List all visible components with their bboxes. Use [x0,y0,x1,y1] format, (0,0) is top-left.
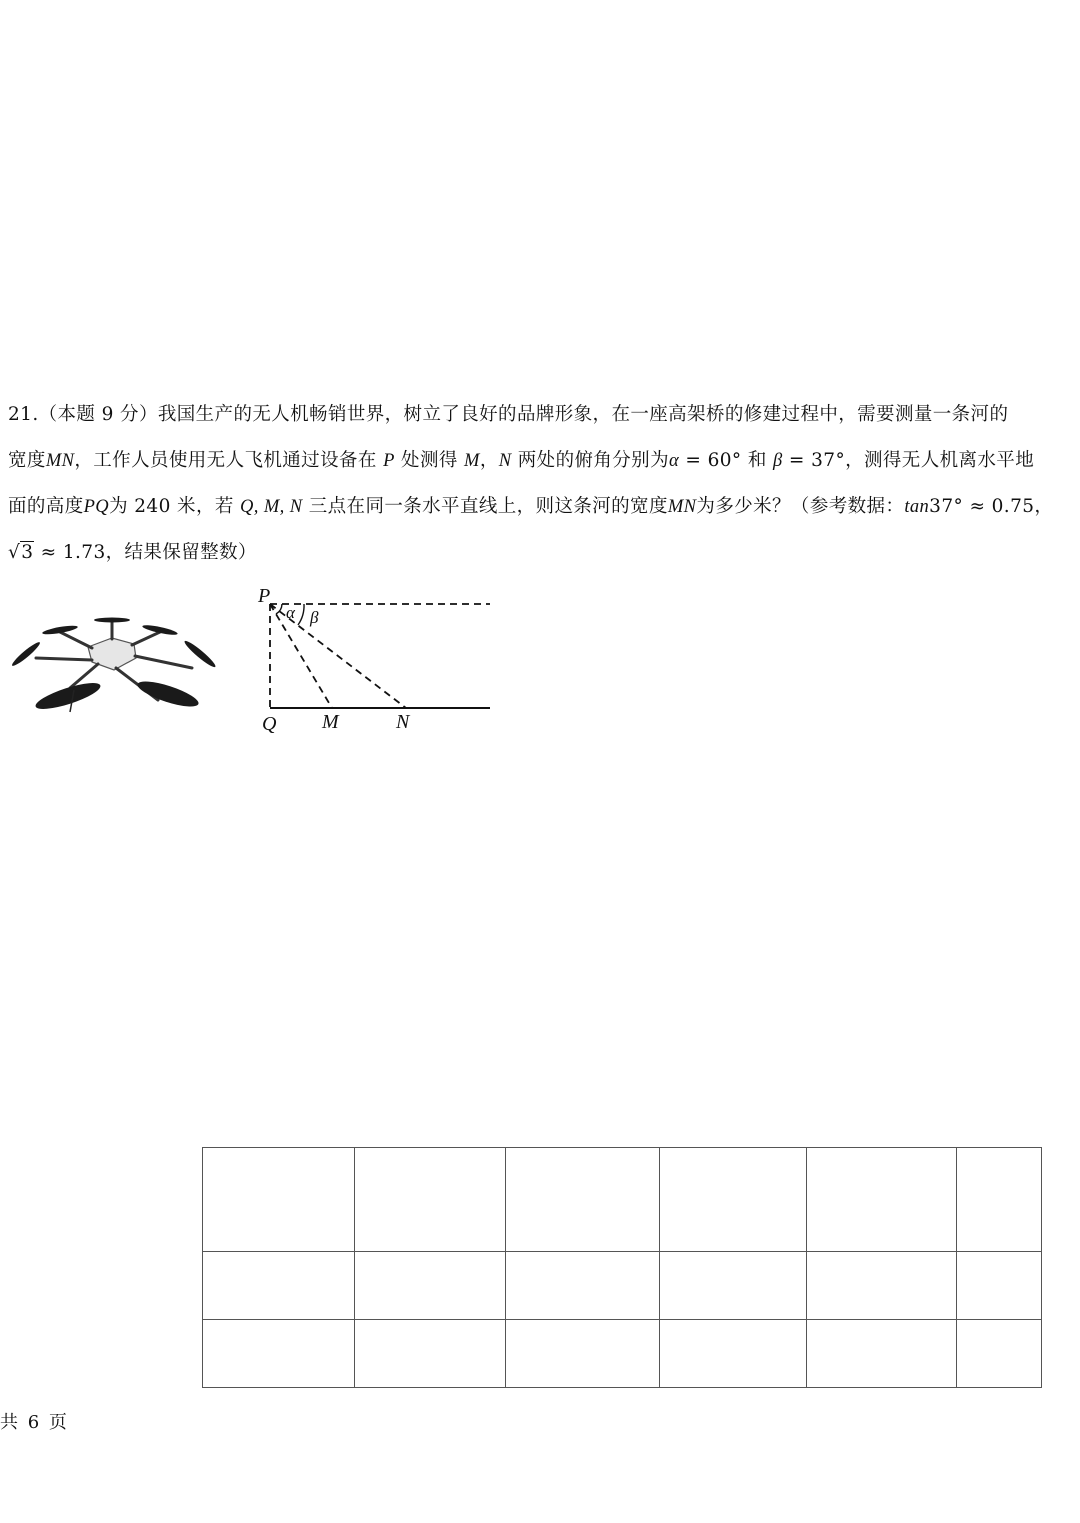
label-beta: β [310,608,319,627]
var-qmn: Q, M, N [240,497,303,517]
text: 两处的俯角分别为 [517,450,669,471]
table-cell [355,1320,506,1388]
table-cell [957,1320,1042,1388]
question-line-3 [8,484,1054,530]
text: 处测得 [401,450,458,471]
table-cell [807,1320,957,1388]
label-n: N [396,711,410,733]
table-cell [355,1252,506,1320]
question-line-1: 21.（本题 9 分）我国生产的无人机畅销世界，树立了良好的品牌形象，在一座高架桥的修建过程中，需要测量一条河的 [8,404,1009,425]
table-cell [660,1252,807,1320]
page-footer: 共 6 页 [0,1412,69,1433]
label-m: M [322,711,339,733]
text: 为 240 米，若 [109,496,234,517]
var-beta: β [773,451,783,471]
text: ， [479,450,499,471]
question-line-4 [8,530,1044,576]
text: 面的高度 [8,496,84,517]
label-p: P [258,585,271,607]
table-cell [660,1148,807,1252]
table-row [203,1252,1042,1320]
radicand: 3 [21,542,34,563]
text: 宽度 [8,450,46,471]
table-cell [203,1320,355,1388]
table-cell [660,1320,807,1388]
table-cell [957,1148,1042,1252]
table-row [203,1148,1042,1252]
sqrt-symbol: √3 [8,542,34,563]
var-alpha: α [668,451,680,471]
table-cell [355,1148,506,1252]
text: 37° ≈ 0.75， [929,496,1054,517]
text: ≈ 1.73，结果保留整数） [34,542,257,563]
text: = 37° [782,450,846,471]
var-tan: tan [904,497,930,517]
table-cell [807,1252,957,1320]
var-mn: MN [667,497,697,517]
text: 三点在同一条水平直线上，则这条河的宽度 [308,496,668,517]
table-row [203,1320,1042,1388]
var-n: N [498,451,512,471]
table-cell [957,1252,1042,1320]
var-m: M [464,451,480,471]
table-cell [203,1148,355,1252]
angle-beta-arc [298,604,304,625]
label-alpha: α [286,603,295,622]
question-line-2 [8,438,1044,484]
text: ，测得无人机离水平地 [845,450,1035,471]
text: = 60° 和 [679,450,774,471]
table-cell [807,1148,957,1252]
table-cell [506,1252,660,1320]
table-cell [203,1252,355,1320]
question-21 [8,392,1054,576]
var-p: P [383,451,395,471]
var-mn: MN [45,451,75,471]
table-cell [506,1148,660,1252]
score-table [202,1147,1042,1388]
text: ，工作人员使用无人飞机通过设备在 [74,450,377,471]
geometry-diagram [248,584,498,736]
drone-image [8,612,220,716]
text: 为多少米？（参考数据： [696,496,905,517]
table-cell [506,1320,660,1388]
var-pq: PQ [83,497,110,517]
label-q: Q [262,713,277,735]
